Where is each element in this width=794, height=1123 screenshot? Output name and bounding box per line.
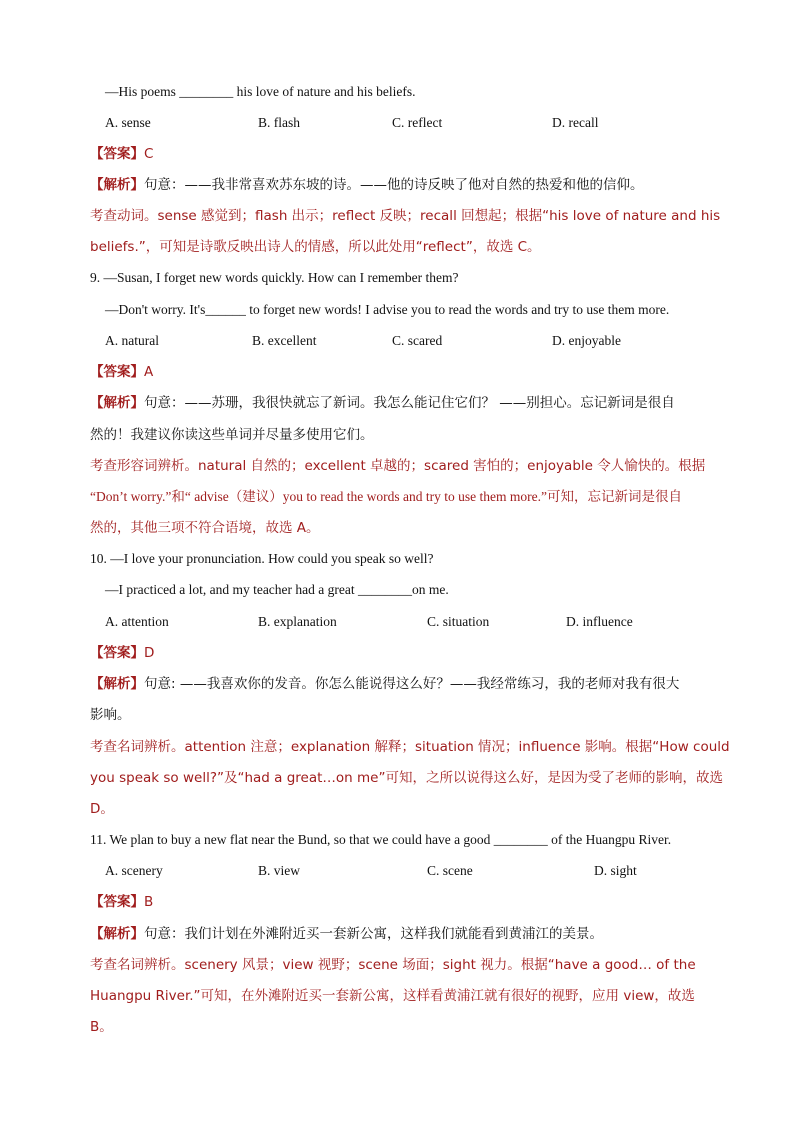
question-9-analysis <box>90 393 710 413</box>
question-10-analysis <box>90 674 710 694</box>
question-10-response: —I practiced a lot, and my teacher had a great ________on me. <box>105 582 449 597</box>
question-8-answer <box>90 144 710 164</box>
question-9-explanation-line: 考查形容词辨析。natural 自然的；excellent 卓越的；scared 害怕的；enjoyable 令人愉快的。根据 <box>90 458 706 474</box>
analysis-tag: 【解析】 <box>90 676 144 692</box>
question-8-options <box>105 113 725 133</box>
question-9-response: —Don't worry. It's______ to forget new words! I advise you to read the words and try to use them more. <box>105 302 670 317</box>
question-10-explanation-line: 考查名词辨析。attention 注意；explanation 解释；situation 情况；influence 影响。根据“How could <box>90 739 730 755</box>
answer-tag: 【答案】 <box>90 364 144 380</box>
answer-value: D <box>144 645 155 661</box>
question-11-explanation-line: 考查名词辨析。scenery 风景；view 视野；scene 场面；sight 视力。根据“have a good… of the <box>90 957 696 973</box>
option-a: A. scenery <box>105 863 163 878</box>
question-8-stem: —His poems ________ his love of nature and his beliefs. <box>105 84 416 99</box>
option-c: C. scared <box>392 333 443 348</box>
question-9-explanation-line: 然的，其他三项不符合语境，故选 A。 <box>90 520 320 536</box>
option-a: A. attention <box>105 614 169 629</box>
analysis-tag: 【解析】 <box>90 177 144 193</box>
answer-value: A <box>144 364 154 380</box>
question-11-options <box>105 861 725 881</box>
answer-tag: 【答案】 <box>90 146 144 162</box>
question-9-analysis-cont: 然的！我建议你读这些单词并尽量多使用它们。 <box>90 427 374 443</box>
option-a: A. sense <box>105 115 151 130</box>
analysis-tag: 【解析】 <box>90 926 144 942</box>
answer-tag: 【答案】 <box>90 894 144 910</box>
question-10-explanation-line: D。 <box>90 801 114 817</box>
answer-tag: 【答案】 <box>90 645 144 661</box>
question-10-options <box>105 612 725 632</box>
option-b: B. view <box>258 863 300 878</box>
option-d: D. recall <box>552 115 599 130</box>
question-11-answer <box>90 892 710 912</box>
option-c: C. scene <box>427 863 473 878</box>
option-d: D. sight <box>594 863 637 878</box>
question-11-explanation-line: Huangpu River.”可知，在外滩附近买一套新公寓，这样看黄浦江就有很好的视野，应用 view，故选 <box>90 988 695 1004</box>
analysis-text: 句意：我们计划在外滩附近买一套新公寓，这样我们就能看到黄浦江的美景。 <box>144 926 603 942</box>
question-10-explanation-line: you speak so well?”及“had a great…on me”可知，之所以说得这么好，是因为受了老师的影响，故选 <box>90 770 723 786</box>
question-11-stem: 11. We plan to buy a new flat near the Bund, so that we could have a good ________ of the Huangpu River. <box>90 832 672 847</box>
question-11-explanation-line: B。 <box>90 1019 113 1035</box>
question-8-explanation-line: 考查动词。sense 感觉到；flash 出示；reflect 反映；recall 回想起；根据“his love of nature and his <box>90 208 721 224</box>
option-d: D. enjoyable <box>552 333 621 348</box>
question-8-analysis <box>90 175 710 195</box>
question-10-analysis-cont: 影响。 <box>90 707 131 723</box>
answer-value: B <box>144 894 154 910</box>
question-8-explanation-line: beliefs.”，可知是诗歌反映出诗人的情感，所以此处用“reflect”，故选 C。 <box>90 239 541 255</box>
analysis-text: 句意：——我非常喜欢苏东坡的诗。——他的诗反映了他对自然的热爱和他的信仰。 <box>144 177 644 193</box>
question-10-stem: 10. —I love your pronunciation. How could you speak so well? <box>90 551 434 566</box>
option-c: C. reflect <box>392 115 443 130</box>
option-b: B. excellent <box>252 333 317 348</box>
option-d: D. influence <box>566 614 633 629</box>
option-b: B. flash <box>258 115 300 130</box>
answer-value: C <box>144 146 154 162</box>
analysis-text: 句意：——苏珊，我很快就忘了新词。我怎么能记住它们？ ——别担心。忘记新词是很自 <box>144 395 675 411</box>
question-9-explanation-line: “Don’t worry.”和“ advise（建议）you to read the words and try to use them more.”可知，忘记新词是很自 <box>90 489 683 504</box>
option-a: A. natural <box>105 333 159 348</box>
question-9-stem: 9. —Susan, I forget new words quickly. How can I remember them? <box>90 270 459 285</box>
analysis-text: 句意: ——我喜欢你的发音。你怎么能说得这么好？——我经常练习，我的老师对我有很大 <box>144 676 680 692</box>
question-9-options <box>105 331 725 351</box>
question-10-answer <box>90 643 710 663</box>
analysis-tag: 【解析】 <box>90 395 144 411</box>
question-9-answer <box>90 362 710 382</box>
option-c: C. situation <box>427 614 490 629</box>
option-b: B. explanation <box>258 614 337 629</box>
question-11-analysis <box>90 924 710 944</box>
